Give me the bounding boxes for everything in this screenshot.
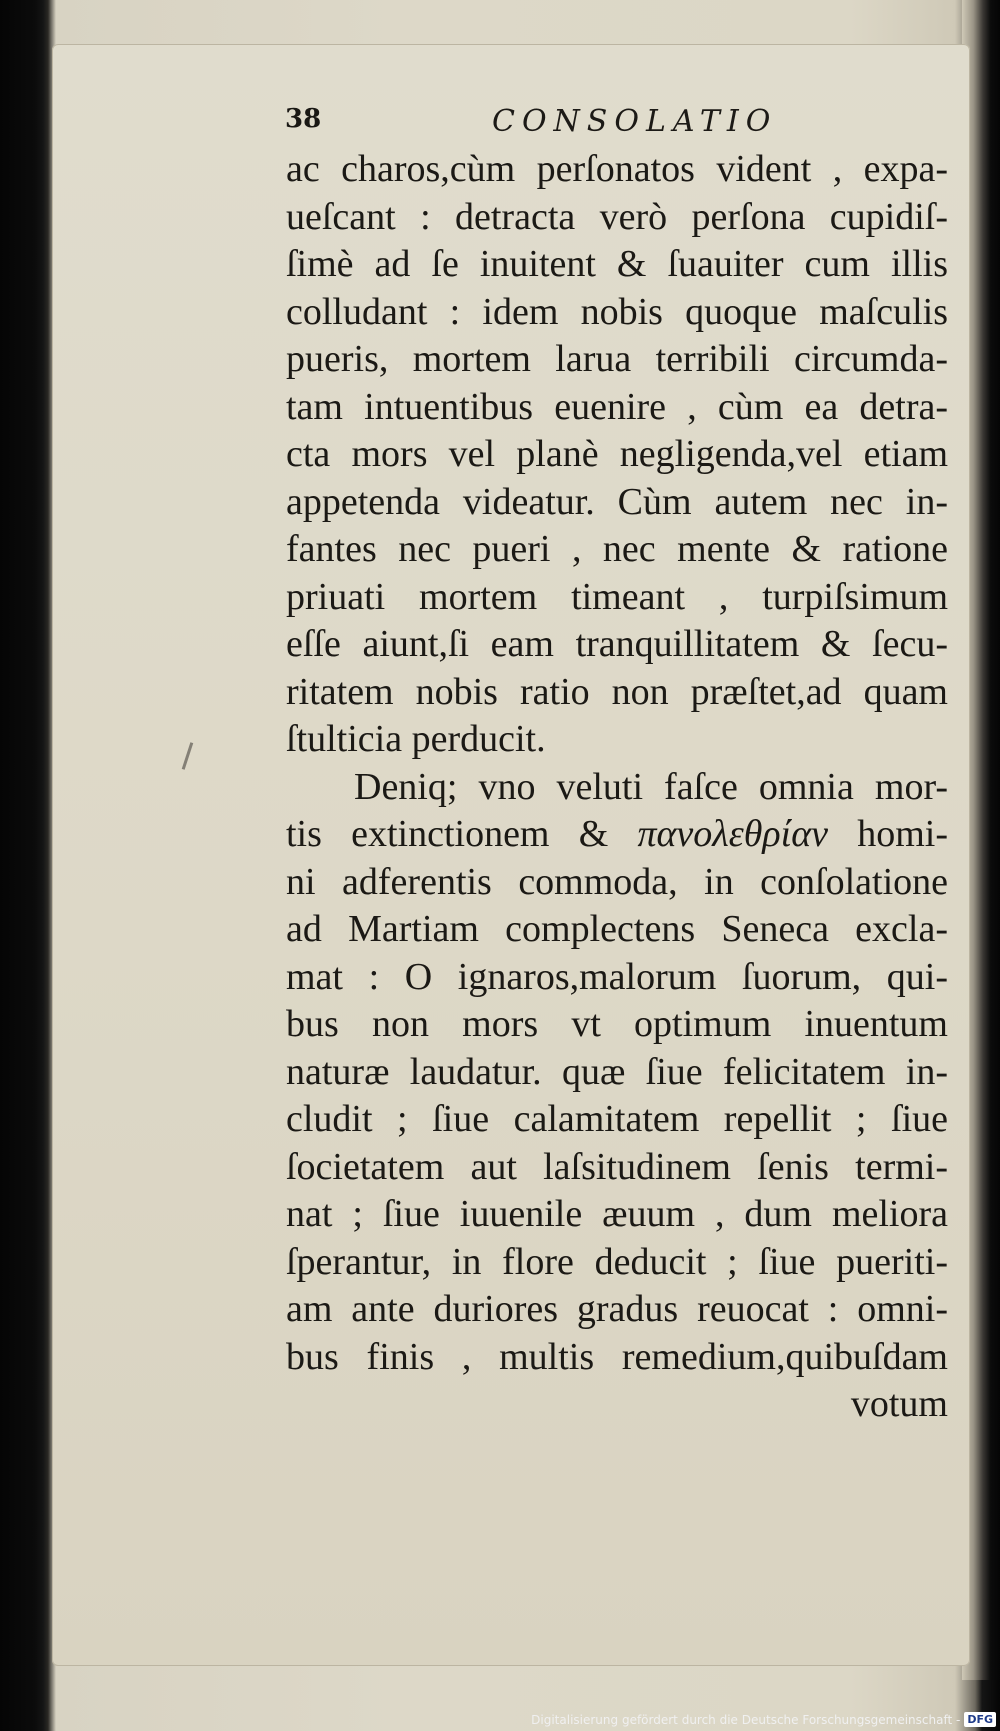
text-segment: tis extinctionem & xyxy=(286,813,638,855)
text-line-with-greek xyxy=(286,811,948,859)
text-line: nat ; ſiue iuuenile æuum , dum meliora xyxy=(286,1193,948,1235)
text-line: cta mors vel planè negligenda,vel etiam xyxy=(286,433,948,475)
text-line: ſocietatem aut laſsitudinem ſenis termi- xyxy=(286,1145,948,1188)
text-line: eſſe aiunt,ſi eam tranquillitatem & ſecu- xyxy=(286,623,948,665)
text-line: bus finis , multis remedium,quibuſdam xyxy=(286,1335,948,1378)
text-line: tam intuentibus euenire , cùm ea detra- xyxy=(286,385,948,428)
text-line: ac charos,cùm perſonatos vident , expa- xyxy=(286,148,948,190)
text-line: priuati mortem timeant , turpiſsimum xyxy=(286,575,948,618)
text-line: ritatem nobis ratio non præſtet,ad quam xyxy=(286,670,948,713)
page-number: 38 xyxy=(285,104,322,134)
text-line: am ante duriores gradus reuocat : omni- xyxy=(286,1288,948,1330)
text-line: bus non mors vt optimum inuentum xyxy=(286,1003,948,1045)
digitization-footer xyxy=(531,1712,996,1727)
text-line: mat : O ignaros,malorum ſuorum, qui- xyxy=(286,955,948,998)
text-line: naturæ laudatur. quæ ſiue felicitatem in- xyxy=(286,1050,948,1093)
greek-word: πανολεθρίαν xyxy=(637,813,829,855)
paragraph-start-line: Deniq; vno veluti faſce omnia mor- xyxy=(354,765,948,808)
running-head: CONSOLATIO xyxy=(492,104,778,139)
text-line: fantes nec pueri , nec mente & ratione xyxy=(286,528,948,570)
catchword: votum xyxy=(850,1383,948,1425)
text-line: cludit ; ſiue calamitatem repellit ; ſiue xyxy=(286,1098,948,1140)
text-line: colludant : idem nobis quoque maſculis xyxy=(286,290,948,333)
text-segment: homi- xyxy=(828,813,948,855)
text-line: ſperantur, in flore deducit ; ſiue pueriti- xyxy=(286,1240,948,1283)
text-line: ni adferentis commoda, in conſolatione xyxy=(286,860,948,903)
footer-credit: Digitalisierung gefördert durch die Deutsche Forschungsgemeinschaft - xyxy=(531,1712,961,1727)
text-line: ad Martiam complectens Seneca excla- xyxy=(286,908,948,950)
dfg-logo: DFG xyxy=(964,1712,996,1727)
text-line: ueſcant : detracta verò perſona cupidiſ- xyxy=(286,195,948,238)
text-line: pueris, mortem larua terribili circumda- xyxy=(286,338,948,380)
body-text xyxy=(286,146,948,1429)
text-line: appetenda videatur. Cùm autem nec in- xyxy=(286,480,948,523)
text-line: ſtulticia perducit. xyxy=(286,718,546,760)
text-line: ſimè ad ſe inuitent & ſuauiter cum illis xyxy=(286,243,948,285)
